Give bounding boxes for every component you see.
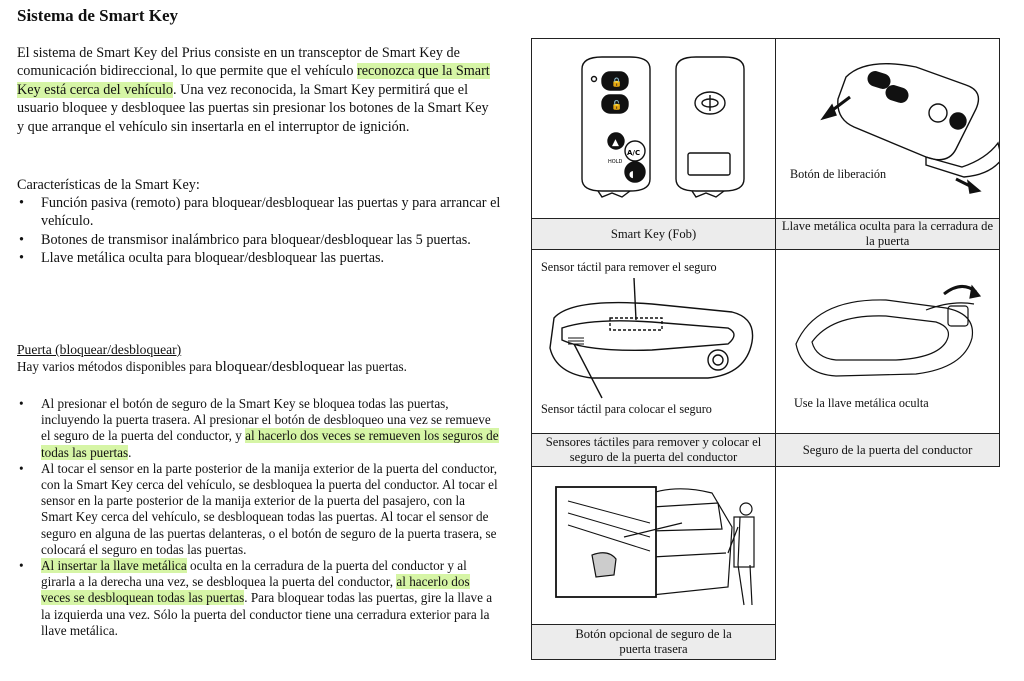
unlock-icon: 🔓 (611, 101, 623, 111)
door-intro-post: las puertas. (344, 359, 407, 374)
metal-key-instruction: Use la llave metálica oculta (794, 396, 929, 410)
door-intro-emphasis: bloquear/desbloquear (215, 359, 345, 375)
door-intro-pre: Hay varios métodos disponibles para (17, 359, 216, 374)
features-list (17, 194, 503, 268)
smart-key-fob-illustration (532, 39, 775, 219)
figure-touch-sensors (531, 249, 776, 467)
intro-text-2: . Una vez reconocida, la Smart Key permitirá que el usuario bloquee y desbloquee las puertas sin presionar los botones de la Smart Key y que arranque el vehículo sin insertarla en el interruptor de ignición. (17, 81, 489, 135)
figure-caption: Llave metálica oculta para la cerradura de la puerta (776, 218, 999, 249)
bullet-highlight: al hacerlo dos veces se remueven los seguros de todas las puertas (41, 428, 499, 460)
features-heading: Características de la Smart Key: (17, 177, 200, 193)
figure-caption: Smart Key (Fob) (532, 218, 775, 249)
intro-paragraph (17, 44, 495, 136)
door-heading: Puerta (bloquear/desbloquear) (17, 342, 182, 357)
bullet-text: oculta en la cerradura de la puerta del conductor y al girarla a la derecha una vez, se desbloquea la puerta del conductor, (41, 558, 467, 590)
figure-caption: Botón opcional de seguro de la puerta trasera (532, 624, 775, 659)
bullet-text: . Para bloquear todas las puertas, gire la llave a la izquierda una vez. Sólo la puerta del conductor tiene una cerradura exterior para la llave metálica. (41, 590, 493, 638)
door-intro (17, 358, 407, 376)
page-title: Sistema de Smart Key (17, 6, 179, 25)
figure-grid (531, 38, 1000, 660)
ac-button-label: A/C (627, 149, 641, 157)
list-item: • Llave metálica oculta para bloquear/desbloquear las puertas. (17, 249, 503, 267)
bullet-text: Al presionar el botón de seguro de la Smart Key se bloquea todas las puertas, incluyendo la puerta trasera. Al presionar el botón de desbloqueo una vez se remueve el seguro de la puerta del conductor, y (41, 396, 491, 444)
hold-label: HOLD (608, 159, 623, 165)
intro-highlight: reconozca que la Smart Key está cerca del vehículo (17, 63, 490, 98)
figure-smart-key (531, 38, 776, 250)
figure-caption: Sensores táctiles para remover y colocar el seguro de la puerta del conductor (532, 433, 775, 466)
sensor-unlock-label: Sensor táctil para remover el seguro (541, 260, 717, 274)
rear-door-illustration (532, 467, 775, 619)
bullet-highlight: al hacerlo dos veces se desbloquean todas las puertas (41, 574, 470, 606)
list-item (17, 396, 499, 461)
figure-rear-door-button (531, 466, 776, 660)
sensor-lock-label: Sensor táctil para colocar el seguro (541, 402, 712, 416)
door-methods-list (17, 396, 499, 639)
list-item (17, 558, 499, 639)
bullet-highlight: Al insertar la llave metálica (41, 558, 187, 574)
release-button-label: Botón de liberación (790, 167, 887, 181)
figure-caption: Seguro de la puerta del conductor (776, 433, 999, 466)
bullet-text: . (128, 444, 132, 460)
list-item: • Función pasiva (remoto) para bloquear/desbloquear las puertas y para arrancar el vehículo. (17, 194, 503, 231)
intro-text-1: El sistema de Smart Key del Prius consiste en un transceptor de Smart Key de comunicación bidireccional, lo que permite que el vehículo (17, 45, 460, 80)
trunk-icon: ▲ (612, 138, 619, 148)
figure-metal-key (775, 38, 1000, 250)
list-item: • Al tocar el sensor en la parte posterior de la manija exterior de la puerta del conductor, con la Smart Key cerca del vehículo, se desbloquea la puerta del conductor. Al tocar el sensor en la parte posterior de la manija exterior de la puerta del pasajero, con la Smart Key cerca del vehículo, se desbloquean todas las puertas. Al tocar el sensor de seguro en alguna de las puertas delanteras, o el botón de seguro de la puerta trasera, se colocará el seguro en todas las puertas. (17, 461, 499, 558)
panic-icon: ◖ (629, 170, 634, 180)
list-item: • Botones de transmisor inalámbrico para bloquear/desbloquear las 5 puertas. (17, 231, 503, 249)
door-lock-illustration (776, 258, 999, 388)
figure-driver-lock (775, 249, 1000, 467)
lock-icon: 🔒 (611, 78, 623, 88)
